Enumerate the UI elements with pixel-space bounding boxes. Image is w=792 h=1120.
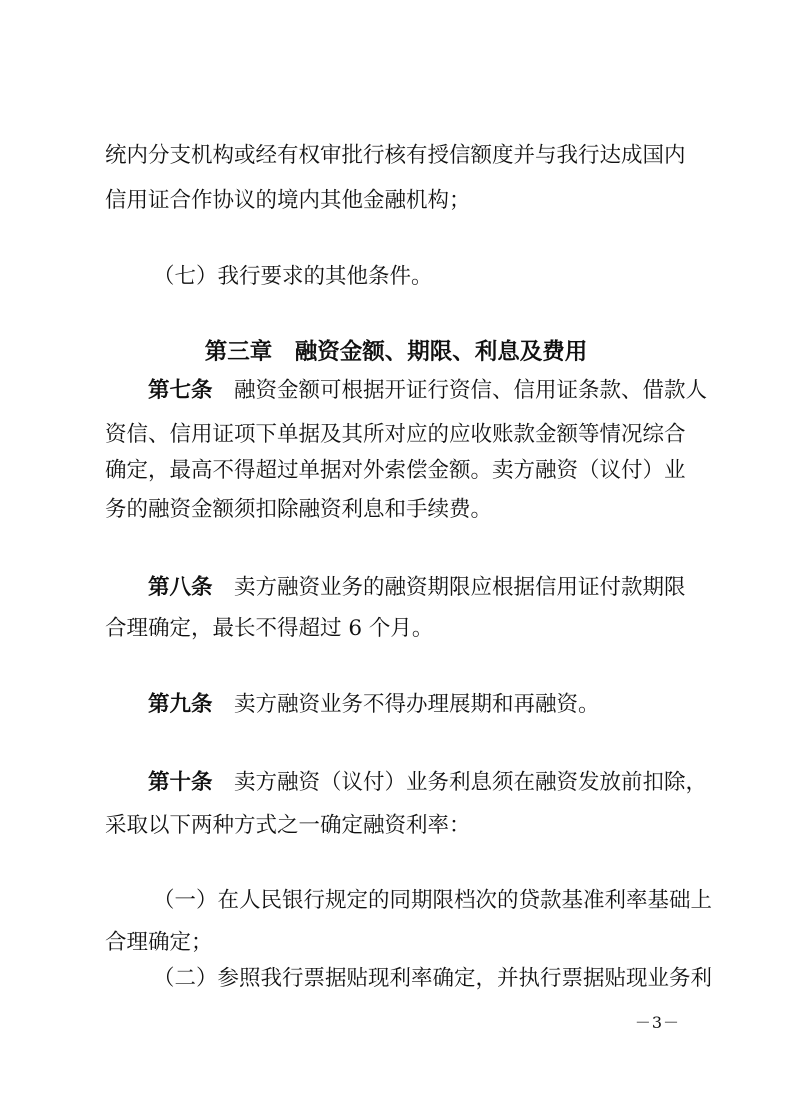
article-10-line [105, 768, 707, 798]
text-line: 信用证合作协议的境内其他金融机构； [105, 188, 471, 213]
article-8-line [105, 573, 686, 603]
text-line: 采取以下两种方式之一确定融资利率： [105, 813, 471, 838]
article-8-text: 卖方融资业务的融资期限应根据信用证付款期限 [234, 575, 686, 600]
article-9-text: 卖方融资业务不得办理展期和再融资。 [234, 692, 600, 717]
list-item-7: （七）我行要求的其他条件。 [153, 264, 433, 289]
page-number: －3－ [634, 1013, 680, 1032]
list-item-1: （一）在人民银行规定的同期限档次的贷款基准利率基础上 [153, 888, 713, 913]
chapter-heading: 第三章 融资金额、期限、利息及费用 [204, 339, 588, 365]
article-7-line [105, 376, 707, 406]
text-line: 资信、信用证项下单据及其所对应的应收账款金额等情况综合 [105, 422, 686, 447]
article-10-text: 卖方融资（议付）业务利息须在融资发放前扣除， [234, 770, 708, 795]
article-8-label: 第八条 [148, 575, 213, 600]
text-line: 统内分支机构或经有权审批行核有授信额度并与我行达成国内 [105, 143, 686, 168]
article-7-text: 融资金额可根据开证行资信、信用证条款、借款人 [234, 378, 708, 403]
article-7-label: 第七条 [148, 378, 213, 403]
text-line: 合理确定； [105, 930, 213, 955]
article-9-line [105, 690, 600, 720]
text-line: 合理确定，最长不得超过 6 个月。 [105, 616, 434, 641]
article-9-label: 第九条 [148, 692, 213, 717]
article-10-label: 第十条 [148, 770, 213, 795]
text-line: 确定，最高不得超过单据对外索偿金额。卖方融资（议付）业 [105, 458, 686, 483]
list-item-2: （二）参照我行票据贴现利率确定，并执行票据贴现业务利 [153, 966, 713, 991]
text-line: 务的融资金额须扣除融资利息和手续费。 [105, 497, 493, 522]
